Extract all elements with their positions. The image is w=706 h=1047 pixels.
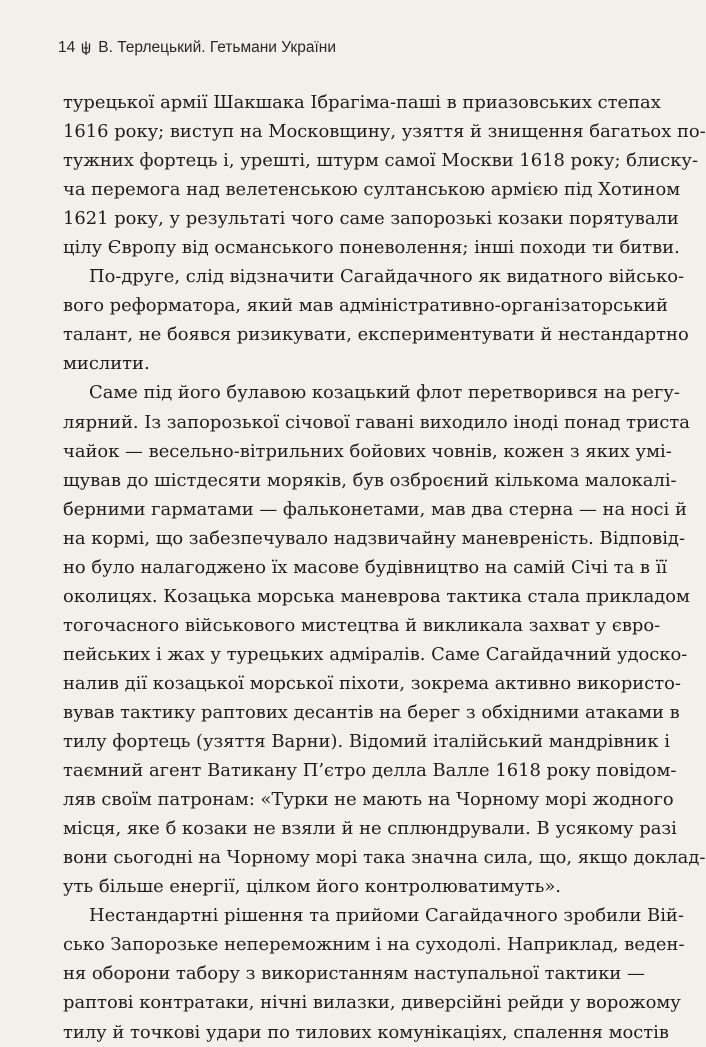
text-line: Саме під його булавою козацький флот перетворився на регу- <box>89 382 680 404</box>
text-line: цілу Європу від османського поневолення; інші походи ти битви. <box>63 237 680 259</box>
text-line: вого реформатора, який мав адміністративно-організаторський <box>63 295 668 317</box>
text-line: місця, яке б козаки не взяли й не сплюндрували. В усякому разі <box>63 818 677 840</box>
text-line: 1621 року, у результаті чого саме запорозькі козаки порятували <box>63 208 679 230</box>
text-line: пейських і жах у турецьких адміралів. Саме Сагайдачний удоско- <box>63 643 688 665</box>
text-line: вував тактику раптових десантів на берег з обхідними атаками в <box>63 701 680 723</box>
text-line: турецької армії Шакшака Ібрагіма-паші в приазовських степах <box>63 92 661 113</box>
running-header <box>58 38 639 58</box>
body-text <box>63 88 706 1047</box>
text-line: но було налагоджено їх масове будівництво на самій Січі та в її <box>63 556 668 578</box>
text-line: ляв своїм патронам: «Турки не мають на Чорному морі жодного <box>63 789 674 811</box>
text-line: уть більше енергії, цілком його контролюватимуть». <box>63 876 561 898</box>
text-line: тилу фортець (узяття Варни). Відомий італійський мандрівник і <box>63 731 670 753</box>
text-line: По-друге, слід відзначити Сагайдачного як видатного військо- <box>89 266 685 288</box>
text-line: раптові контратаки, нічні вилазки, диверсійні рейди у ворожому <box>63 992 681 1014</box>
text-line: околицях. Козацька морська маневрова тактика стала прикладом <box>63 585 690 607</box>
text-line: вони сьогодні на Чорному морі така значна сила, що, якщо доклад- <box>63 847 706 869</box>
text-line: талант, не боявся ризикувати, експериментувати й нестандартно <box>63 324 689 346</box>
trident-icon <box>81 41 91 55</box>
text-line: ня оборони табору з використанням наступальної тактики — <box>63 963 645 985</box>
text-line: сько Запорозьке непереможним і на суходолі. Наприклад, веден- <box>63 934 685 956</box>
text-line: налив дії козацької морської піхоти, зокрема активно використо- <box>63 672 681 694</box>
text-line: тогочасного військового мистецтва й викликала захват у євро- <box>63 614 661 636</box>
text-line: чайок — весельно-вітрильних бойових човнів, кожен з яких умі- <box>63 440 672 462</box>
text-line: ча перемога над велетенською султанською армією під Хотином <box>63 179 681 201</box>
text-line: 1616 року; виступ на Московщину, узяття й знищення багатьох по- <box>63 121 706 143</box>
text-line: тилу й точкові удари по тилових комунікаціях, спалення мостів <box>63 1021 669 1043</box>
running-title: В. Терлецький. Гетьмани України <box>98 39 336 56</box>
text-line: тужних фортець і, урешті, штурм самої Москви 1618 року; блиску- <box>63 150 699 172</box>
text-line: таємний агент Ватикану П’єтро делла Валле 1618 року повідом- <box>63 760 677 782</box>
page-number: 14 <box>58 39 76 56</box>
text-line: щував до шістдесяти моряків, був озброєний кількома малокалі- <box>63 469 677 491</box>
text-line: на кормі, що забезпечувало надзвичайну маневреність. Відповід- <box>63 527 685 549</box>
text-line: лярний. Із запорозької січової гавані виходило іноді понад триста <box>63 411 690 433</box>
text-line: берними гарматами — фальконетами, мав два стерна — на носі й <box>63 498 687 520</box>
text-line: Нестандартні рішення та прийоми Сагайдачного зробили Вій- <box>89 905 684 927</box>
text-line: мислити. <box>63 353 150 375</box>
